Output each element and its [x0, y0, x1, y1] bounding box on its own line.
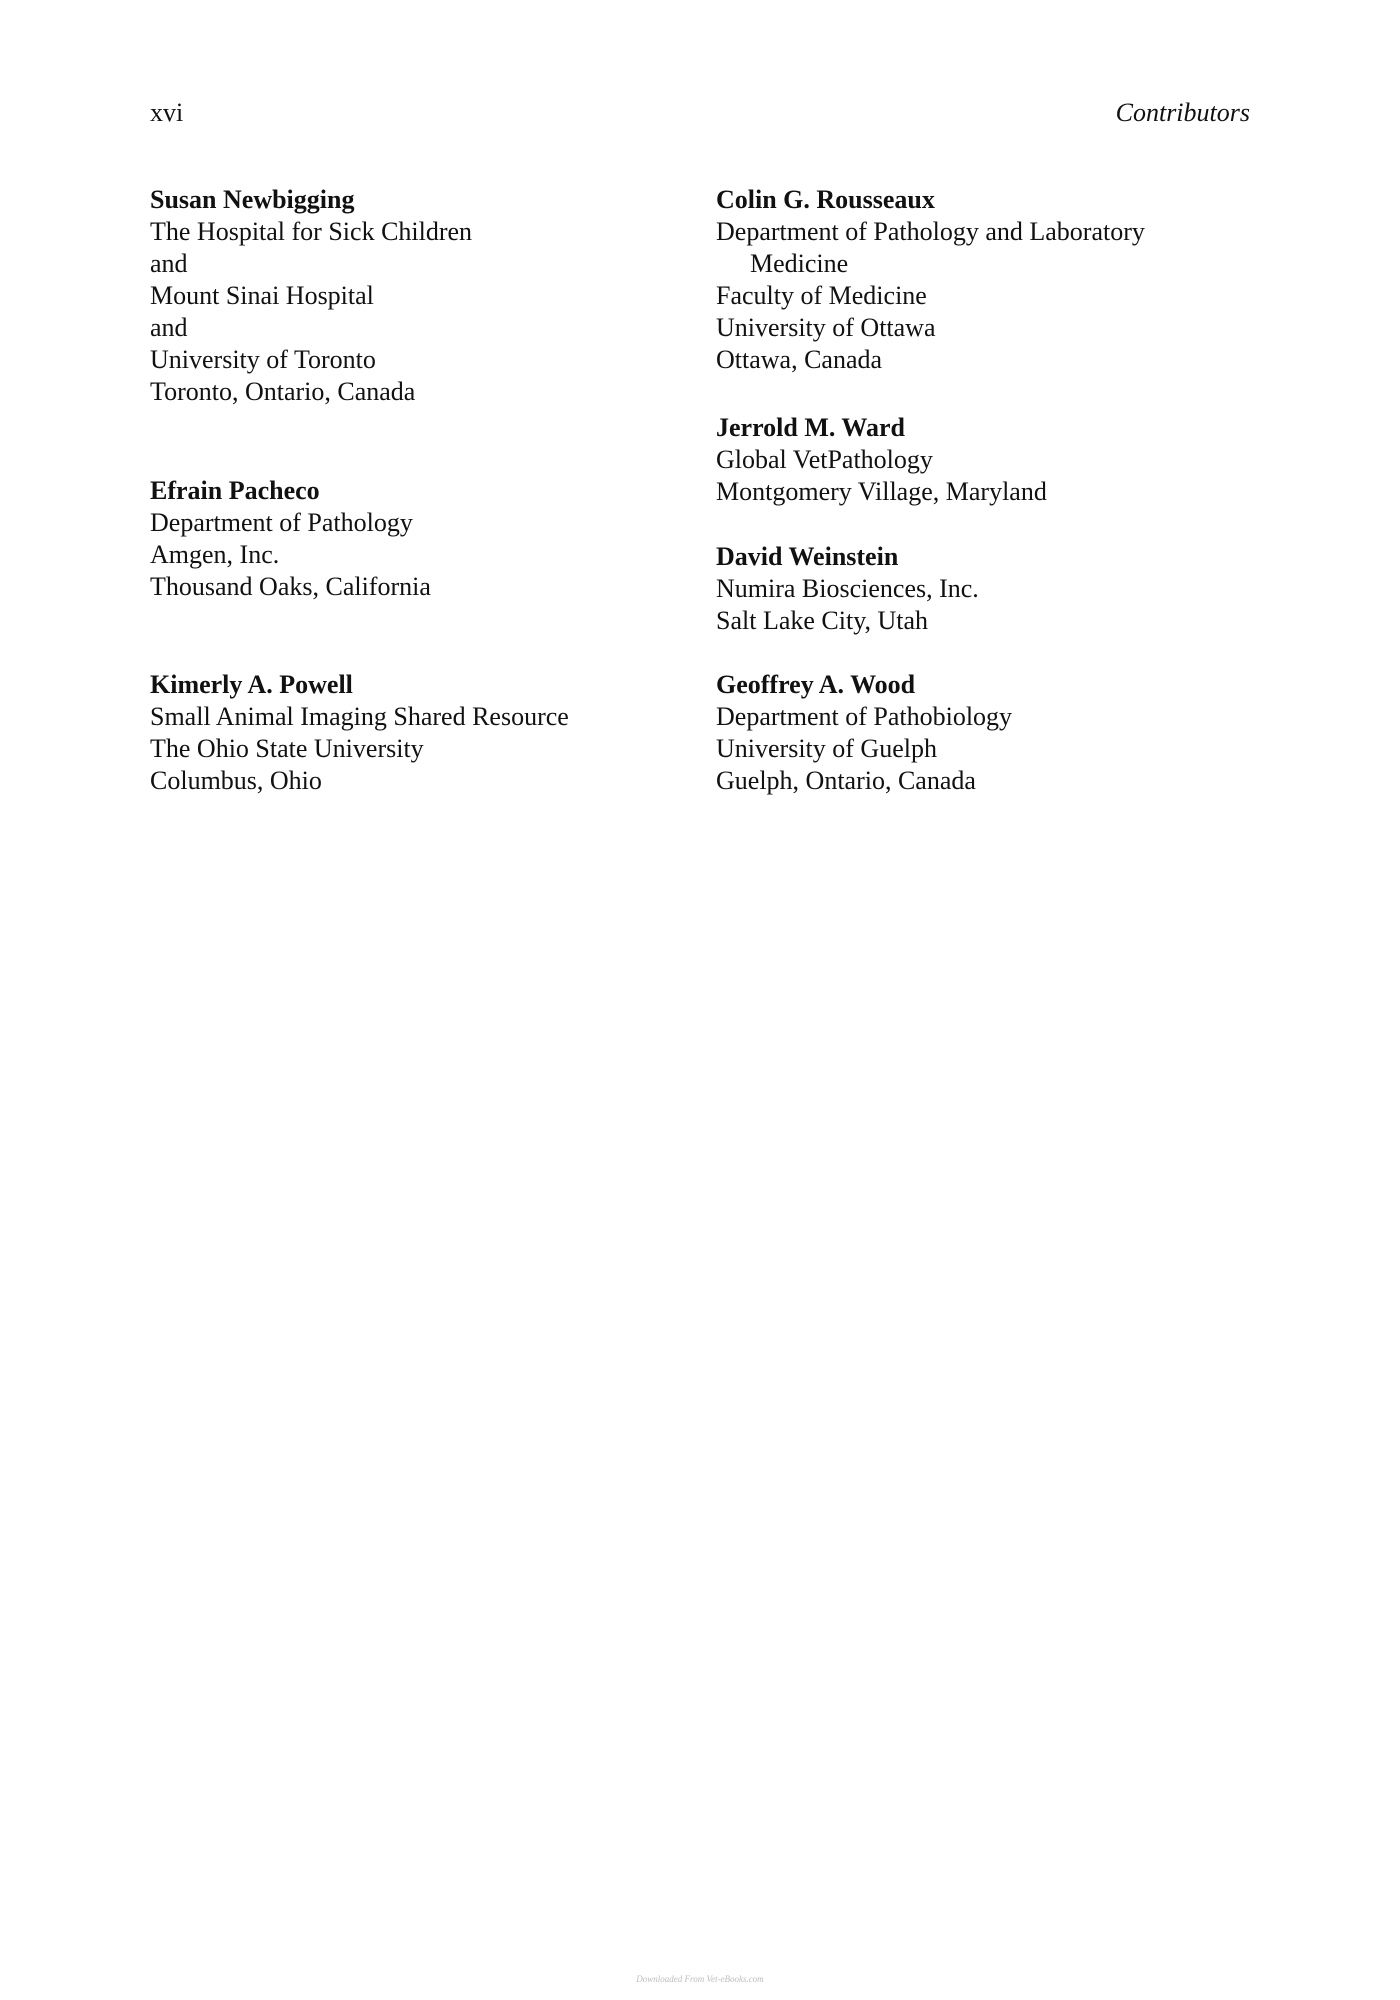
running-head-title: Contributors — [1115, 98, 1250, 127]
contributor-entry — [716, 541, 1276, 637]
affiliation-line: University of Ottawa — [716, 313, 936, 342]
affiliation-line: Global VetPathology — [716, 445, 933, 474]
contributor-entry — [716, 412, 1276, 508]
contributor-name: Geoffrey A. Wood — [716, 670, 916, 699]
contributor-entry — [716, 669, 1276, 797]
affiliation-line: and — [150, 313, 188, 342]
contributor-name: David Weinstein — [716, 542, 899, 571]
affiliation-line: University of Guelph — [716, 734, 937, 763]
contributor-name: Colin G. Rousseaux — [716, 185, 935, 214]
contributor-entry — [150, 669, 710, 797]
affiliation-line: Montgomery Village, Maryland — [716, 477, 1047, 506]
affiliation-line: Department of Pathology and Laboratory — [716, 217, 1145, 246]
affiliation-line: The Ohio State University — [150, 734, 424, 763]
affiliation-line: Ottawa, Canada — [716, 345, 883, 374]
affiliation-line-continued: Medicine — [750, 249, 849, 278]
contributor-entry — [150, 475, 710, 603]
affiliation-line: Small Animal Imaging Shared Resource — [150, 702, 569, 731]
contributor-entry — [716, 184, 1276, 376]
affiliation-line: The Hospital for Sick Children — [150, 217, 473, 246]
contributor-name: Jerrold M. Ward — [716, 413, 905, 442]
page-number: xvi — [150, 98, 184, 127]
affiliation-line: Columbus, Ohio — [150, 766, 322, 795]
affiliation-line: Department of Pathobiology — [716, 702, 1013, 731]
affiliation-line: University of Toronto — [150, 345, 376, 374]
affiliation-line: Mount Sinai Hospital — [150, 281, 374, 310]
affiliation-line: Amgen, Inc. — [150, 540, 280, 569]
affiliation-line: Salt Lake City, Utah — [716, 606, 929, 635]
affiliation-line: Toronto, Ontario, Canada — [150, 377, 416, 406]
affiliation-line: and — [150, 249, 188, 278]
affiliation-line: Faculty of Medicine — [716, 281, 927, 310]
affiliation-line: Numira Biosciences, Inc. — [716, 574, 979, 603]
contributor-entry — [150, 184, 710, 408]
affiliation-line: Thousand Oaks, California — [150, 572, 431, 601]
contributor-name: Susan Newbigging — [150, 185, 355, 214]
affiliation-line: Department of Pathology — [150, 508, 413, 537]
contributor-name: Efrain Pacheco — [150, 476, 320, 505]
affiliation-line: Guelph, Ontario, Canada — [716, 766, 976, 795]
contributor-name: Kimerly A. Powell — [150, 670, 353, 699]
download-watermark: Downloaded From Vet-eBooks.com — [636, 1974, 764, 1984]
